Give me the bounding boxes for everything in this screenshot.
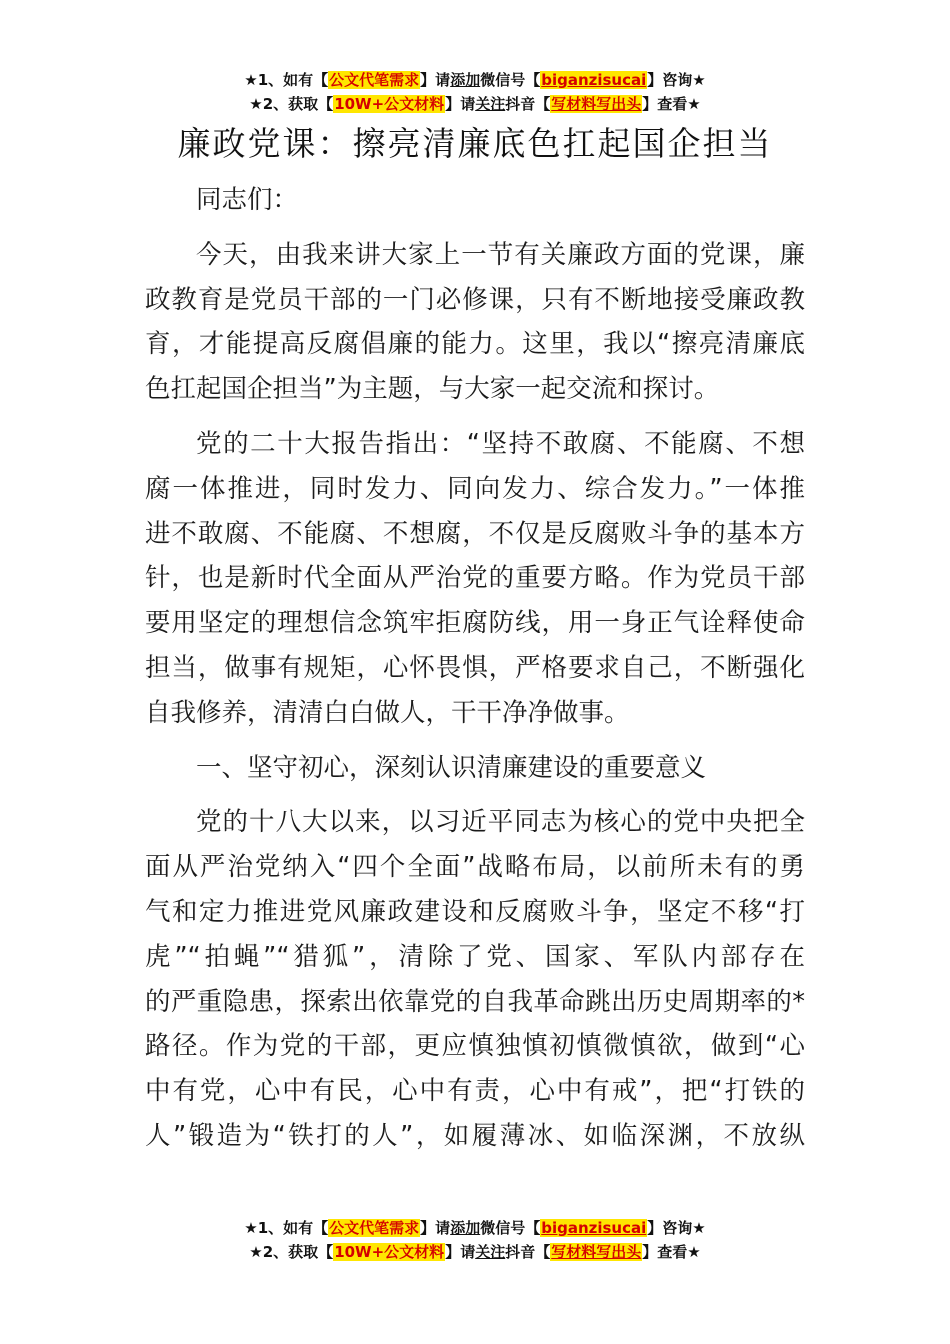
banner-text: 】请 bbox=[445, 95, 476, 113]
banner-text: 】请 bbox=[420, 1219, 451, 1237]
text-line: 腐一体推进，同时发力、同向发力、综合发力。”一体推 bbox=[145, 473, 805, 504]
bottom-banner bbox=[0, 1216, 950, 1264]
highlight-service: 公文代笔需求 bbox=[329, 71, 420, 89]
text-line: 中有党，心中有民，心中有责，心中有戒”，把“打铁的 bbox=[145, 1076, 805, 1107]
douyin-account[interactable]: 写材料写出头 bbox=[551, 1243, 642, 1261]
wechat-id[interactable]: biganzisucai bbox=[541, 1219, 647, 1237]
text-line: 进不敢腐、不能腐、不想腐，不仅是反腐败斗争的基本方 bbox=[145, 518, 805, 549]
banner-text: 】查看★ bbox=[642, 1243, 701, 1261]
paragraph-report bbox=[145, 422, 805, 736]
text-line: 要用坚定的理想信念筑牢拒腐防线，用一身正气诠释使命 bbox=[145, 608, 805, 639]
text-line: 色扛起国企担当”为主题，与大家一起交流和探讨。 bbox=[145, 374, 720, 405]
paragraph-intro bbox=[145, 233, 805, 412]
banner-text: 抖音【 bbox=[505, 95, 551, 113]
banner-emphasis: 添加 bbox=[450, 71, 481, 89]
banner-text: ★1、如有【 bbox=[244, 71, 329, 89]
banner-text: ★1、如有【 bbox=[244, 1219, 329, 1237]
banner-text: 】请 bbox=[445, 1243, 476, 1261]
text-line: 自我修养，清清白白做人，干干净净做事。 bbox=[145, 697, 630, 728]
banner-text: 】查看★ bbox=[642, 95, 701, 113]
banner-text: ★2、获取【 bbox=[249, 1243, 334, 1261]
text-line: 针，也是新时代全面从严治党的重要方略。作为党员干部 bbox=[145, 563, 805, 594]
banner-text: 微信号【 bbox=[480, 71, 541, 89]
text-line: 气和定力推进党风廉政建设和反腐败斗争，坚定不移“打 bbox=[145, 896, 805, 927]
banner-text: ★2、获取【 bbox=[249, 95, 334, 113]
banner-text: 】咨询★ bbox=[647, 71, 706, 89]
douyin-account[interactable]: 写材料写出头 bbox=[551, 95, 642, 113]
banner-emphasis: 关注 bbox=[475, 95, 506, 113]
document-title: 廉政党课：擦亮清廉底色扛起国企担当 bbox=[177, 124, 773, 163]
section-heading bbox=[145, 746, 805, 791]
text-line: 面从严治党纳入“四个全面”战略布局，以前所未有的勇 bbox=[145, 852, 805, 883]
text-line: 党的二十大报告指出：“坚持不敢腐、不能腐、不想 bbox=[196, 428, 805, 459]
text-line: 一、坚守初心，深刻认识清廉建设的重要意义 bbox=[196, 752, 707, 783]
text-line: 同志们： bbox=[196, 185, 299, 215]
banner-line-1 bbox=[0, 68, 950, 92]
banner-text: 抖音【 bbox=[505, 1243, 551, 1261]
text-line: 的严重隐患，探索出依靠党的自我革命跳出历史周期率的* bbox=[145, 986, 805, 1017]
banner-emphasis: 关注 bbox=[475, 1243, 506, 1261]
banner-emphasis: 添加 bbox=[450, 1219, 481, 1237]
banner-text: 】请 bbox=[420, 71, 451, 89]
highlight-service: 公文代笔需求 bbox=[329, 1219, 420, 1237]
banner-line-1 bbox=[0, 1216, 950, 1240]
paragraph-salutation bbox=[145, 178, 805, 223]
banner-line-2 bbox=[0, 1240, 950, 1264]
text-line: 虎”“拍蝇”“猎狐”，清除了党、国家、军队内部存在 bbox=[145, 941, 805, 972]
wechat-id[interactable]: biganzisucai bbox=[541, 71, 647, 89]
text-line: 党的十八大以来，以习近平同志为核心的党中央把全 bbox=[196, 807, 805, 838]
document-body bbox=[145, 178, 805, 1169]
banner-text: 】咨询★ bbox=[647, 1219, 706, 1237]
text-line: 人”锻造为“铁打的人”，如履薄冰、如临深渊，不放纵 bbox=[145, 1120, 805, 1151]
text-line: 路径。作为党的干部，更应慎独慎初慎微慎欲，做到“心 bbox=[145, 1031, 805, 1062]
text-line: 今天，由我来讲大家上一节有关廉政方面的党课，廉 bbox=[196, 239, 805, 270]
banner-text: 微信号【 bbox=[480, 1219, 541, 1237]
text-line: 育，才能提高反腐倡廉的能力。这里，我以“擦亮清廉底 bbox=[145, 329, 805, 360]
top-banner bbox=[0, 68, 950, 116]
paragraph-section-1 bbox=[145, 800, 805, 1158]
text-line: 担当，做事有规矩，心怀畏惧，严格要求自己，不断强化 bbox=[145, 652, 805, 683]
text-line: 政教育是党员干部的一门必修课，只有不断地接受廉政教 bbox=[145, 284, 805, 315]
highlight-materials: 10W+公文材料 bbox=[334, 1243, 445, 1261]
banner-line-2 bbox=[0, 92, 950, 116]
highlight-materials: 10W+公文材料 bbox=[334, 95, 445, 113]
